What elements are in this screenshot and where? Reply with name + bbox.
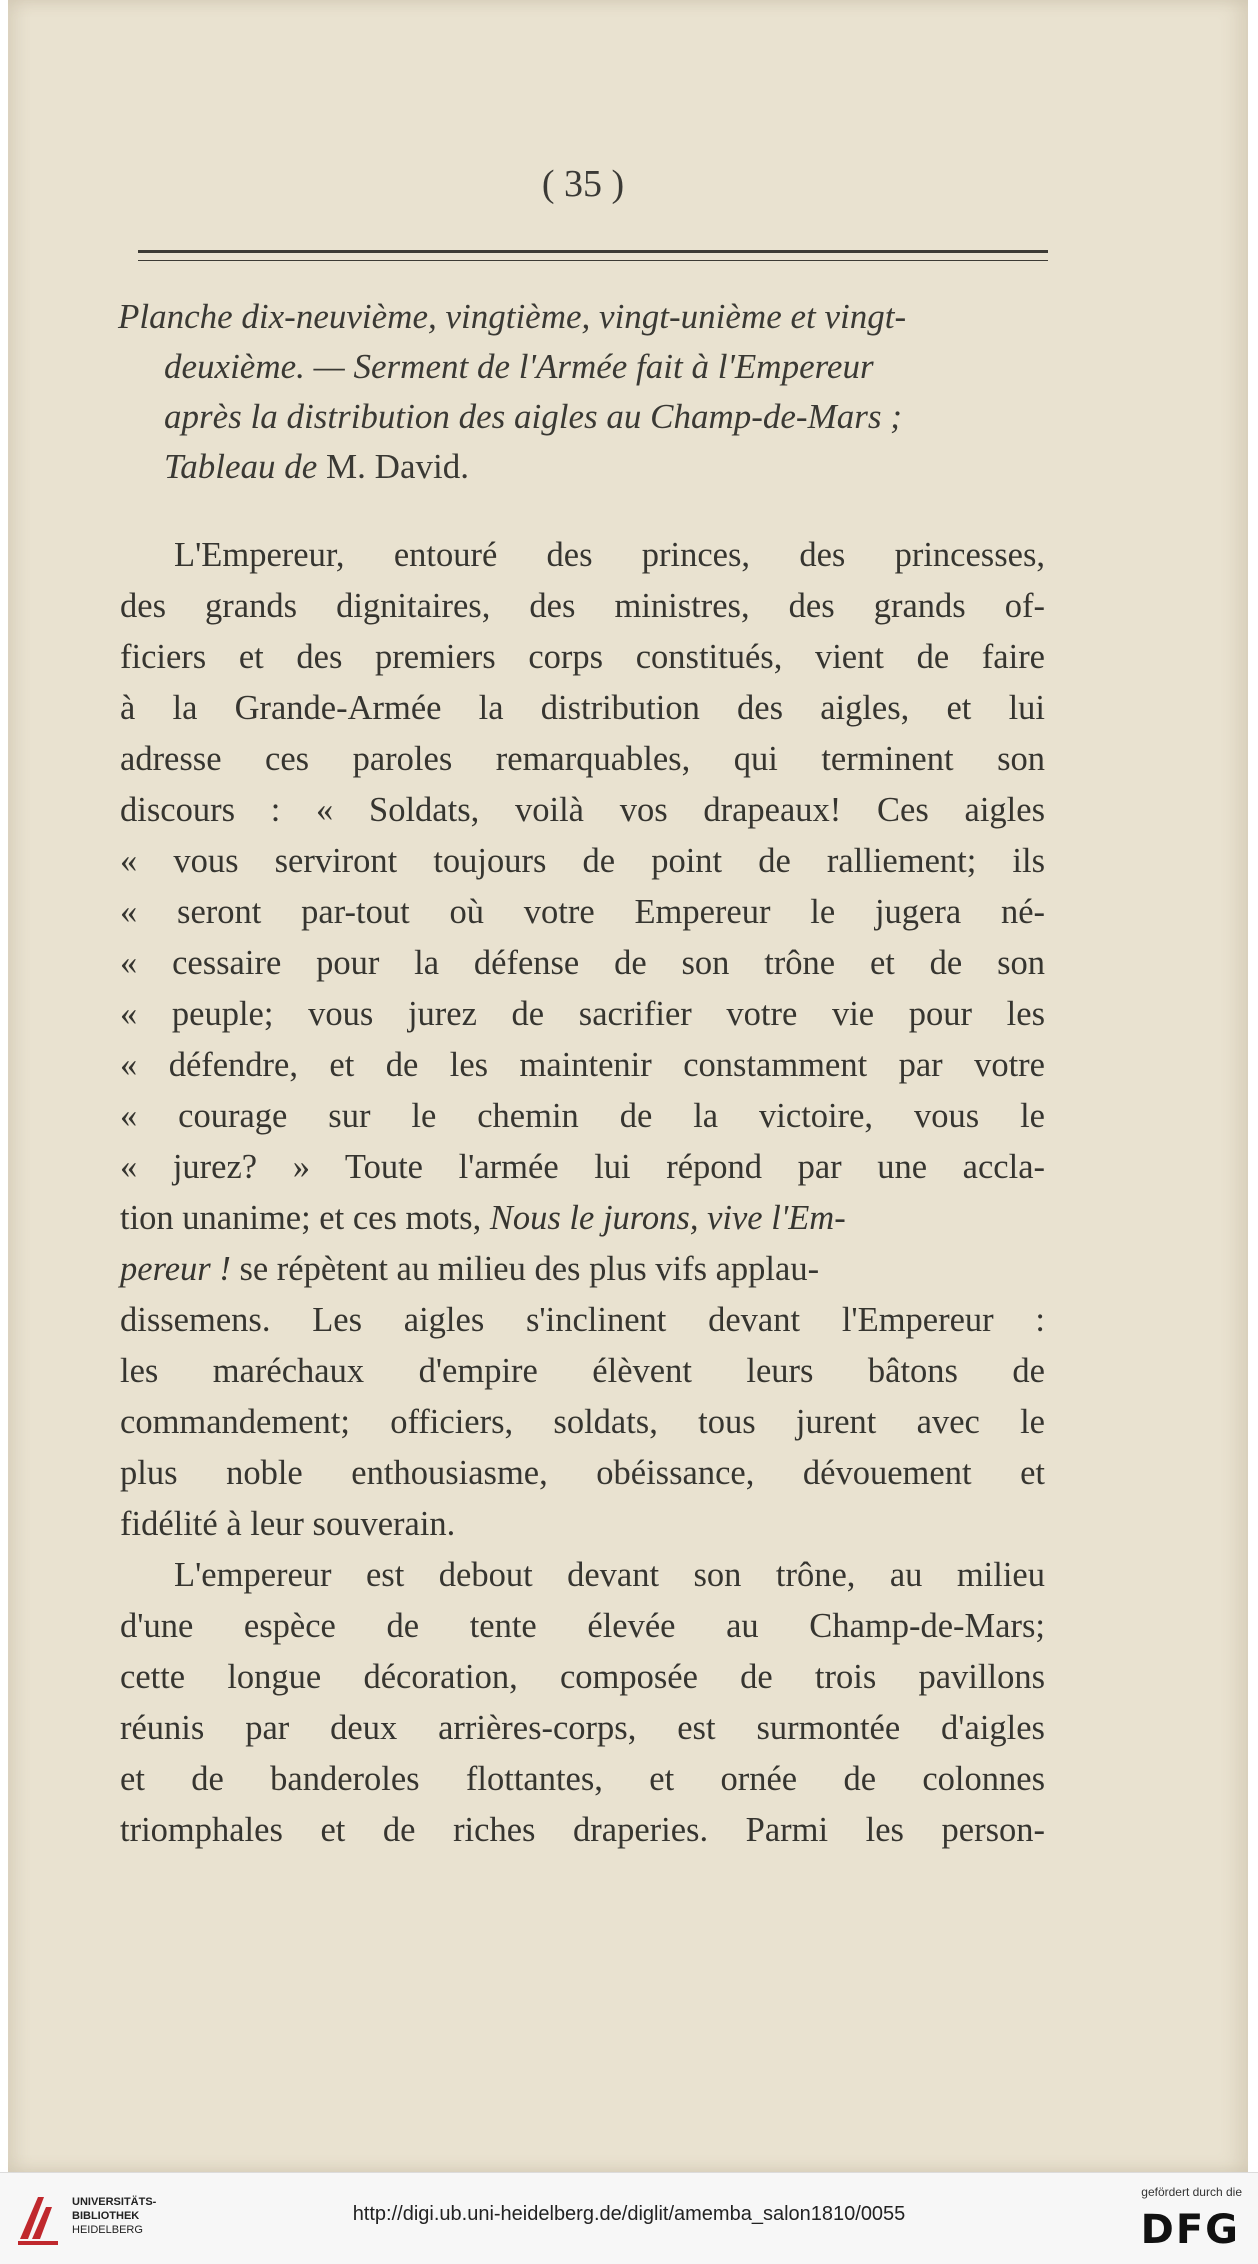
- text-fragment: se répètent au milieu des plus vifs applau-: [230, 1250, 820, 1288]
- text-line: les maréchaux d'empire élèvent leurs bâtons de: [120, 1352, 1045, 1390]
- text-line: des grands dignitaires, des ministres, des grands of-: [120, 587, 1045, 625]
- text-line: plus noble enthousiasme, obéissance, dévouement et: [120, 1454, 1045, 1492]
- text-line: à la Grande-Armée la distribution des aigles, et lui: [120, 689, 1045, 727]
- text-line: d'une espèce de tente élevée au Champ-de-Mars;: [120, 1607, 1045, 1645]
- text-line: dissemens. Les aigles s'inclinent devant l'Empereur :: [120, 1301, 1045, 1339]
- text-line: « défendre, et de les maintenir constamment par votre: [120, 1046, 1045, 1084]
- text-line: commandement; officiers, soldats, tous jurent avec le: [120, 1403, 1045, 1441]
- text-line: « peuple; vous jurez de sacrifier votre vie pour les: [120, 995, 1045, 1033]
- heading-line: Planche dix-neuvième, vingtième, vingt-unième et vingt-: [118, 297, 907, 336]
- text-line: adresse ces paroles remarquables, qui terminent son: [120, 740, 1045, 778]
- heading-line: deuxième. — Serment de l'Armée fait à l'Empereur: [164, 347, 874, 386]
- text-fragment: tion unanime; et ces mots,: [120, 1199, 490, 1237]
- text-line: « vous serviront toujours de point de ralliement; ils: [120, 842, 1045, 880]
- header-rule-thin: [138, 260, 1048, 261]
- heading-line: après la distribution des aigles au Champ-de-Mars ;: [164, 397, 902, 436]
- text-line: réunis par deux arrières-corps, est surmontée d'aigles: [120, 1709, 1045, 1747]
- body-text: [120, 530, 1045, 1856]
- heading-line: [118, 442, 1078, 492]
- institution-line: BIBLIOTHEK: [72, 2210, 140, 2222]
- permalink-url[interactable]: http://digi.ub.uni-heidelberg.de/diglit/amemba_salon1810/0055: [352, 2203, 906, 2225]
- text-line: discours : « Soldats, voilà vos drapeaux! Ces aigles: [120, 791, 1045, 829]
- text-line: « jurez? » Toute l'armée lui répond par une accla-: [120, 1148, 1045, 1186]
- text-line: fidélité à leur souverain.: [120, 1505, 456, 1543]
- text-line: [120, 1193, 1045, 1244]
- text-line: L'empereur est debout devant son trône, au milieu: [174, 1556, 1045, 1594]
- institution-line: HEIDELBERG: [72, 2224, 143, 2236]
- text-line: L'Empereur, entouré des princes, des princesses,: [174, 536, 1045, 574]
- scanned-page: [8, 0, 1248, 2172]
- text-line: triomphales et de riches draperies. Parmi les person-: [120, 1811, 1045, 1849]
- text-line: [120, 1244, 1045, 1295]
- italic-quote: pereur !: [120, 1250, 231, 1288]
- text-line: et de banderoles flottantes, et ornée de colonnes: [120, 1760, 1045, 1798]
- heading-fragment: Tableau de: [164, 447, 327, 486]
- text-line: ficiers et des premiers corps constitués, vient de faire: [120, 638, 1045, 676]
- heading-author: M. David.: [326, 447, 469, 486]
- text-line: « cessaire pour la défense de son trône et de son: [120, 944, 1045, 982]
- institution-line: UNIVERSITÄTS-: [72, 2196, 157, 2208]
- text-line: « seront par-tout où votre Empereur le jugera né-: [120, 893, 1045, 931]
- italic-quote: Nous le jurons, vive l'Em-: [489, 1199, 846, 1237]
- text-line: « courage sur le chemin de la victoire, vous le: [120, 1097, 1045, 1135]
- plate-heading: [118, 292, 1078, 492]
- header-rule-thick: [138, 250, 1048, 253]
- viewer-footer: [0, 2172, 1258, 2264]
- page-number: ( 35 ): [541, 163, 625, 205]
- funding-note: gefördert durch die: [1141, 2185, 1242, 2199]
- text-line: cette longue décoration, composée de trois pavillons: [120, 1658, 1045, 1696]
- dfg-logo: DFG: [1140, 2207, 1240, 2253]
